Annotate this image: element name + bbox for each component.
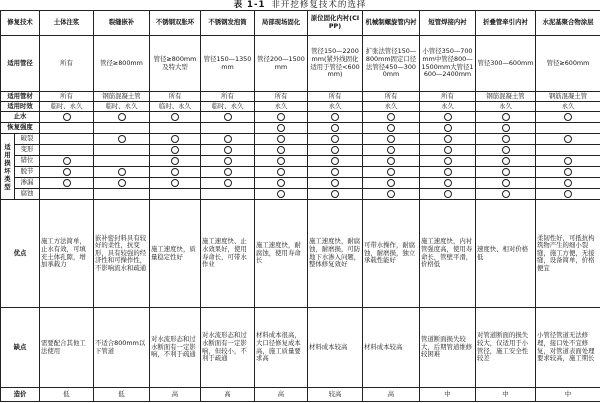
cell xyxy=(363,145,420,156)
applicable-circle-icon xyxy=(63,179,71,187)
cell xyxy=(308,123,363,134)
cell: 临时、永久 xyxy=(201,102,255,112)
cell: 永久 xyxy=(476,102,536,112)
applicable-circle-icon xyxy=(171,168,179,176)
cell xyxy=(536,112,600,123)
applicable-circle-icon xyxy=(331,179,339,187)
cell: 可带水操作，耐腐蚀，耐磨损，独立承载性能好 xyxy=(363,200,420,308)
applicable-circle-icon xyxy=(387,135,395,143)
table-title: 非开挖修复技术的选择 xyxy=(271,0,367,10)
cell: 临时、永久 xyxy=(94,102,150,112)
cell xyxy=(363,167,420,178)
table-number: 表 1-1 xyxy=(233,0,266,10)
cell xyxy=(420,167,476,178)
cell: 管径150—1350mm xyxy=(201,36,255,92)
cell: 管径300—600mm xyxy=(476,36,536,92)
cell xyxy=(201,123,255,134)
cell: 柔韧性好，可抵抗构筑物产生的细小裂缝，施工方便，无接缝，设备简单，价格便宜 xyxy=(536,200,600,308)
cell: 小管径管道无法修理，接口处不宜修复，对管道表面处理要求较高，施工期长 xyxy=(536,308,600,388)
cell xyxy=(201,145,255,156)
cell xyxy=(420,112,476,123)
row-label: 造价 xyxy=(1,388,40,402)
cell: 所有 xyxy=(255,92,308,102)
applicable-circle-icon xyxy=(63,157,71,165)
row-leak-stop xyxy=(1,112,600,123)
cell xyxy=(536,178,600,189)
applicable-circle-icon xyxy=(444,113,452,121)
applicable-circle-icon xyxy=(277,135,285,143)
cell xyxy=(308,156,363,167)
applicable-circle-icon xyxy=(444,146,452,154)
damage-group-label: 适用损坏类型 xyxy=(1,134,15,200)
cell: 对管道断面的损失较大，仅适用于小管径，施工安全性较差 xyxy=(476,308,536,388)
row-damage-crack xyxy=(1,134,600,145)
applicable-circle-icon xyxy=(387,124,395,132)
cell: 对水流形态和过水断面有一定影响，不利于疏通 xyxy=(150,308,201,388)
cell: 对水流形态和过水断面有一定影响，但较小，不利于疏通 xyxy=(201,308,255,388)
applicable-circle-icon xyxy=(564,190,572,198)
row-label: 优点 xyxy=(1,200,40,308)
header-tech: 机械制螺旋管内衬 xyxy=(363,11,420,36)
header-label: 修复技术 xyxy=(1,11,40,36)
cell xyxy=(150,178,201,189)
cell: 不适合800mm以下管道 xyxy=(94,308,150,388)
cell: 嵌补密封料具有较好的柔性，抗变形，具有较强的经济性和可操作性，不影响流水和疏通 xyxy=(94,200,150,308)
cell xyxy=(94,145,150,156)
header-row xyxy=(1,11,600,36)
row-cons xyxy=(1,308,600,388)
cell: 临时、永久 xyxy=(150,102,201,112)
cell xyxy=(476,156,536,167)
cell: 永久 xyxy=(536,102,600,112)
applicable-circle-icon xyxy=(502,135,510,143)
cell xyxy=(308,112,363,123)
cell xyxy=(476,112,536,123)
cell: 临时、永久 xyxy=(40,102,94,112)
cell xyxy=(150,145,201,156)
cell: 小管径350—700mm中管径800—1500mm大管径1600—2400mm xyxy=(420,36,476,92)
cell: 永久 xyxy=(255,102,308,112)
cell: 低 xyxy=(40,388,94,402)
cell xyxy=(536,134,600,145)
cell xyxy=(201,112,255,123)
cell: 管径150—2200mm(紧外线固化适用于管径<600mm) xyxy=(308,36,363,92)
cell: 中 xyxy=(476,388,536,402)
applicable-circle-icon xyxy=(224,168,232,176)
damage-type-label: 渗漏 xyxy=(15,178,40,189)
repair-technology-table xyxy=(0,10,600,402)
applicable-circle-icon xyxy=(63,113,71,121)
applicable-circle-icon xyxy=(331,190,339,198)
cell: 施工速度快，质量稳定性好 xyxy=(150,200,201,308)
cell xyxy=(476,134,536,145)
applicable-circle-icon xyxy=(444,135,452,143)
cell xyxy=(255,178,308,189)
header-tech: 土体注浆 xyxy=(40,11,94,36)
cell xyxy=(150,167,201,178)
cell: 所有 xyxy=(150,92,201,102)
cell xyxy=(536,156,600,167)
cell: 永久 xyxy=(420,102,476,112)
applicable-circle-icon xyxy=(387,113,395,121)
cell xyxy=(536,123,600,134)
applicable-circle-icon xyxy=(331,168,339,176)
header-tech: 折叠管牵引内衬 xyxy=(476,11,536,36)
cell: 施工方法简单，止水有效，可填充土体孔隙，增加承载力 xyxy=(40,200,94,308)
cell: 所有 xyxy=(363,92,420,102)
applicable-circle-icon xyxy=(502,124,510,132)
applicable-circle-icon xyxy=(331,135,339,143)
cell: 施工速度快，耐腐蚀，耐磨损，可防地下水渗入问题，整体修复效好 xyxy=(308,200,363,308)
cell xyxy=(420,156,476,167)
applicable-circle-icon xyxy=(444,179,452,187)
cell: 钢筋混凝土管 xyxy=(94,92,150,102)
cell xyxy=(150,112,201,123)
row-label: 恢复强度 xyxy=(1,123,40,134)
cell xyxy=(420,134,476,145)
cell xyxy=(201,178,255,189)
cell xyxy=(363,178,420,189)
header-tech: 短管焊接内衬 xyxy=(420,11,476,36)
damage-type-label: 变形 xyxy=(15,145,40,156)
applicable-circle-icon xyxy=(444,168,452,176)
row-cost xyxy=(1,388,600,402)
cell xyxy=(40,167,94,178)
cell xyxy=(40,189,94,200)
applicable-circle-icon xyxy=(277,124,285,132)
row-damage-leak xyxy=(1,178,600,189)
row-label: 止水 xyxy=(1,112,40,123)
applicable-circle-icon xyxy=(171,179,179,187)
header-tech: 原位固化内衬(CIPP) xyxy=(308,11,363,36)
applicable-circle-icon xyxy=(444,124,452,132)
applicable-circle-icon xyxy=(224,179,232,187)
cell xyxy=(476,167,536,178)
cell xyxy=(40,156,94,167)
cell xyxy=(94,123,150,134)
applicable-circle-icon xyxy=(502,146,510,154)
header-tech: 不锈钢双胀环 xyxy=(150,11,201,36)
cell: 需要配合其他工法使用 xyxy=(40,308,94,388)
cell: 高 xyxy=(201,388,255,402)
applicable-circle-icon xyxy=(331,157,339,165)
applicable-circle-icon xyxy=(277,168,285,176)
cell xyxy=(150,189,201,200)
applicable-circle-icon xyxy=(444,157,452,165)
cell: 材料成本较高 xyxy=(308,308,363,388)
cell xyxy=(255,134,308,145)
row-damage-offset xyxy=(1,156,600,167)
cell xyxy=(94,112,150,123)
cell: 高 xyxy=(363,388,420,402)
cell xyxy=(476,145,536,156)
applicable-circle-icon xyxy=(387,190,395,198)
applicable-circle-icon xyxy=(502,168,510,176)
applicable-circle-icon xyxy=(564,135,572,143)
applicable-circle-icon xyxy=(63,168,71,176)
cell xyxy=(40,112,94,123)
cell xyxy=(201,156,255,167)
header-tech: 不锈钢发泡筒 xyxy=(201,11,255,36)
row-damage-deform xyxy=(1,145,600,156)
damage-type-label: 腐蚀 xyxy=(15,189,40,200)
cell xyxy=(255,123,308,134)
cell xyxy=(308,134,363,145)
cell xyxy=(476,178,536,189)
table-caption xyxy=(0,0,600,10)
cell xyxy=(420,178,476,189)
applicable-circle-icon xyxy=(331,146,339,154)
cell xyxy=(94,189,150,200)
cell: 管道断面损失较大，后期管道维修较困难 xyxy=(420,308,476,388)
applicable-circle-icon xyxy=(171,146,179,154)
cell: 施工速度快，耐腐蚀，使用寿命长 xyxy=(255,200,308,308)
cell: 施工速度快、止水效果好，使用寿命长，可带水作业 xyxy=(201,200,255,308)
row-label: 适用管径 xyxy=(1,36,40,92)
cell xyxy=(363,134,420,145)
row-label: 适用时效 xyxy=(1,102,40,112)
applicable-circle-icon xyxy=(564,157,572,165)
row-damage-disjoint xyxy=(1,167,600,178)
applicable-circle-icon xyxy=(502,157,510,165)
cell xyxy=(150,134,201,145)
applicable-circle-icon xyxy=(387,179,395,187)
cell xyxy=(201,189,255,200)
cell xyxy=(201,134,255,145)
applicable-circle-icon xyxy=(331,124,339,132)
row-label: 缺点 xyxy=(1,308,40,388)
cell xyxy=(255,145,308,156)
applicable-circle-icon xyxy=(224,146,232,154)
cell: 钢筋混凝土管 xyxy=(536,92,600,102)
cell: 所有 xyxy=(420,92,476,102)
applicable-circle-icon xyxy=(331,113,339,121)
applicable-circle-icon xyxy=(277,157,285,165)
applicable-circle-icon xyxy=(564,168,572,176)
applicable-circle-icon xyxy=(224,113,232,121)
damage-type-label: 脱节 xyxy=(15,167,40,178)
cell: 管径≥800mm xyxy=(94,36,150,92)
applicable-circle-icon xyxy=(118,113,126,121)
cell xyxy=(308,189,363,200)
cell: 管径200—1500mm xyxy=(255,36,308,92)
applicable-circle-icon xyxy=(171,157,179,165)
cell xyxy=(94,167,150,178)
cell xyxy=(420,189,476,200)
row-strength xyxy=(1,123,600,134)
cell xyxy=(255,112,308,123)
row-label: 适用管材 xyxy=(1,92,40,102)
applicable-circle-icon xyxy=(277,146,285,154)
cell: 速度快、相对价格低 xyxy=(476,200,536,308)
cell: 中 xyxy=(536,388,600,402)
cell xyxy=(363,123,420,134)
cell xyxy=(255,167,308,178)
applicable-circle-icon xyxy=(387,168,395,176)
cell: 施工速度快，内衬管强度高，使用寿命长，管壁平滑，价格低 xyxy=(420,200,476,308)
cell: 所有 xyxy=(40,92,94,102)
header-tech: 水泥基聚合物涂层 xyxy=(536,11,600,36)
cell xyxy=(420,145,476,156)
cell: 管径≥800mm及特大型 xyxy=(150,36,201,92)
cell xyxy=(308,145,363,156)
header-tech: 裂缝嵌补 xyxy=(94,11,150,36)
cell xyxy=(308,167,363,178)
applicable-circle-icon xyxy=(502,190,510,198)
cell xyxy=(255,156,308,167)
cell xyxy=(40,178,94,189)
cell xyxy=(363,189,420,200)
row-damage-corrosion xyxy=(1,189,600,200)
cell: 高 xyxy=(150,388,201,402)
cell: 低 xyxy=(94,388,150,402)
applicable-circle-icon xyxy=(444,190,452,198)
cell xyxy=(40,134,94,145)
applicable-circle-icon xyxy=(118,179,126,187)
applicable-circle-icon xyxy=(224,157,232,165)
damage-type-label: 错位 xyxy=(15,156,40,167)
cell: 高 xyxy=(255,388,308,402)
applicable-circle-icon xyxy=(277,113,285,121)
cell xyxy=(150,156,201,167)
cell xyxy=(420,123,476,134)
applicable-circle-icon xyxy=(387,146,395,154)
applicable-circle-icon xyxy=(564,113,572,121)
applicable-circle-icon xyxy=(387,157,395,165)
applicable-circle-icon xyxy=(277,190,285,198)
applicable-circle-icon xyxy=(171,135,179,143)
cell xyxy=(363,112,420,123)
cell: 永久 xyxy=(308,102,363,112)
cell: 扩张法管径150—800mm固定口径法管径450—3000mm xyxy=(363,36,420,92)
cell: 钢筋混凝土管 xyxy=(476,92,536,102)
applicable-circle-icon xyxy=(118,168,126,176)
applicable-circle-icon xyxy=(118,135,126,143)
cell: 较高 xyxy=(308,388,363,402)
cell xyxy=(476,189,536,200)
cell: 所有 xyxy=(308,92,363,102)
cell xyxy=(255,189,308,200)
cell: 所有 xyxy=(201,92,255,102)
cell: 管径≥600mm xyxy=(536,36,600,92)
applicable-circle-icon xyxy=(502,179,510,187)
applicable-circle-icon xyxy=(171,113,179,121)
cell xyxy=(40,145,94,156)
cell xyxy=(40,123,94,134)
cell: 中 xyxy=(420,388,476,402)
cell xyxy=(94,134,150,145)
applicable-circle-icon xyxy=(224,135,232,143)
row-timing xyxy=(1,102,600,112)
row-pros xyxy=(1,200,600,308)
cell xyxy=(150,123,201,134)
cell xyxy=(476,123,536,134)
cell xyxy=(363,156,420,167)
header-tech: 局部现场固化 xyxy=(255,11,308,36)
cell: 所有 xyxy=(40,36,94,92)
cell xyxy=(308,178,363,189)
applicable-circle-icon xyxy=(564,179,572,187)
cell xyxy=(94,156,150,167)
cell xyxy=(536,189,600,200)
cell xyxy=(94,178,150,189)
cell: 永久 xyxy=(363,102,420,112)
cell xyxy=(536,145,600,156)
applicable-circle-icon xyxy=(502,113,510,121)
row-pipe-material xyxy=(1,92,600,102)
cell: 材料成本很高，大口径修复成本高，施工质量要求高 xyxy=(255,308,308,388)
damage-type-label: 破裂 xyxy=(15,134,40,145)
row-pipe-size xyxy=(1,36,600,92)
cell: 材料成本较高 xyxy=(363,308,420,388)
applicable-circle-icon xyxy=(277,179,285,187)
cell xyxy=(201,167,255,178)
cell xyxy=(536,167,600,178)
